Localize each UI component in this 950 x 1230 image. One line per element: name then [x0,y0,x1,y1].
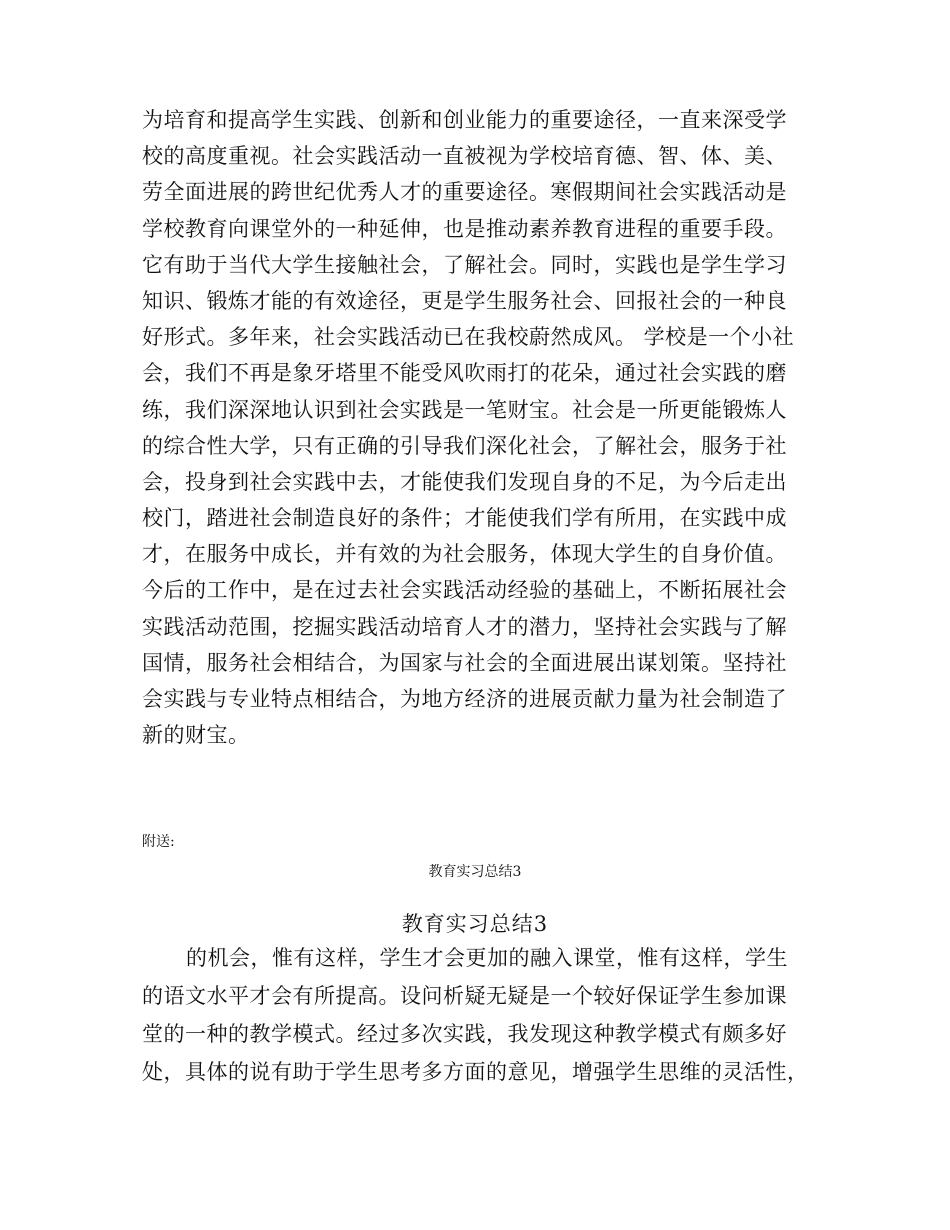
text-line: 处，具体的说有助于学生思考多方面的意见，增强学生思维的灵活性， [142,1060,809,1084]
text-line: 新的财宝。 [142,723,250,748]
text-line: 为培育和提高学生实践、创新和创业能力的重要途径，一直来深受学 [142,108,787,132]
paragraph-2 [142,939,822,1091]
text-line: 国情，服务社会相结合，为国家与社会的全面进展出谋划策。坚持社 [142,650,787,675]
text-line: 会，我们不再是象牙塔里不能受风吹雨打的花朵，通过社会实践的磨 [142,361,787,386]
text-line: 的机会，惟有这样，学生才会更加的融入课堂，惟有这样，学生 [186,946,788,970]
text-line: 才，在服务中成长，并有效的为社会服务，体现大学生的自身价值。 [142,542,787,567]
text-line: 堂的一种的教学模式。经过多次实践，我发现这种教学模式有颇多好 [142,1022,787,1046]
text-line: 今后的工作中，是在过去社会实践活动经验的基础上，不断拓展社会 [142,578,787,603]
text-line: 的综合性大学，只有正确的引导我们深化社会，了解社会，服务于社 [142,433,787,458]
text-line: 它有助于当代大学生接触社会，了解社会。同时，实践也是学生学习 [142,252,787,277]
paragraph-1 [142,102,822,753]
appendix-label: 附送: [142,834,175,850]
text-line: 练，我们深深地认识到社会实践是一笔财宝。社会是一所更能锻炼人 [142,397,787,422]
text-line: 校门，踏进社会制造良好的条件；才能使我们学有所用，在实践中成 [142,506,787,531]
text-line: 学校教育向课堂外的一种延伸，也是推动素养教育进程的重要手段。 [142,216,787,241]
text-line: 校的高度重视。社会实践活动一直被视为学校培育德、智、体、美、 [142,144,787,169]
section-heading-small: 教育实习总结3 [428,864,522,880]
text-line: 好形式。多年来，社会实践活动已在我校蔚然成风。 学校是一个小社 [142,325,795,350]
text-line: 的语文水平才会有所提高。设问析疑无疑是一个较好保证学生参加课 [142,984,787,1008]
text-line: 知识、锻炼才能的有效途径，更是学生服务社会、回报社会的一种良 [142,288,787,313]
text-line: 实践活动范围，挖掘实践活动培育人才的潜力，坚持社会实践与了解 [142,614,787,639]
section-title: 教育实习总结3 [401,912,549,936]
text-line: 劳全面进展的跨世纪优秀人才的重要途径。寒假期间社会实践活动是 [142,180,787,205]
text-line: 会实践与专业特点相结合，为地方经济的进展贡献力量为社会制造了 [142,687,787,711]
text-line: 会，投身到社会实践中去，才能使我们发现自身的不足，为今后走出 [142,469,787,494]
